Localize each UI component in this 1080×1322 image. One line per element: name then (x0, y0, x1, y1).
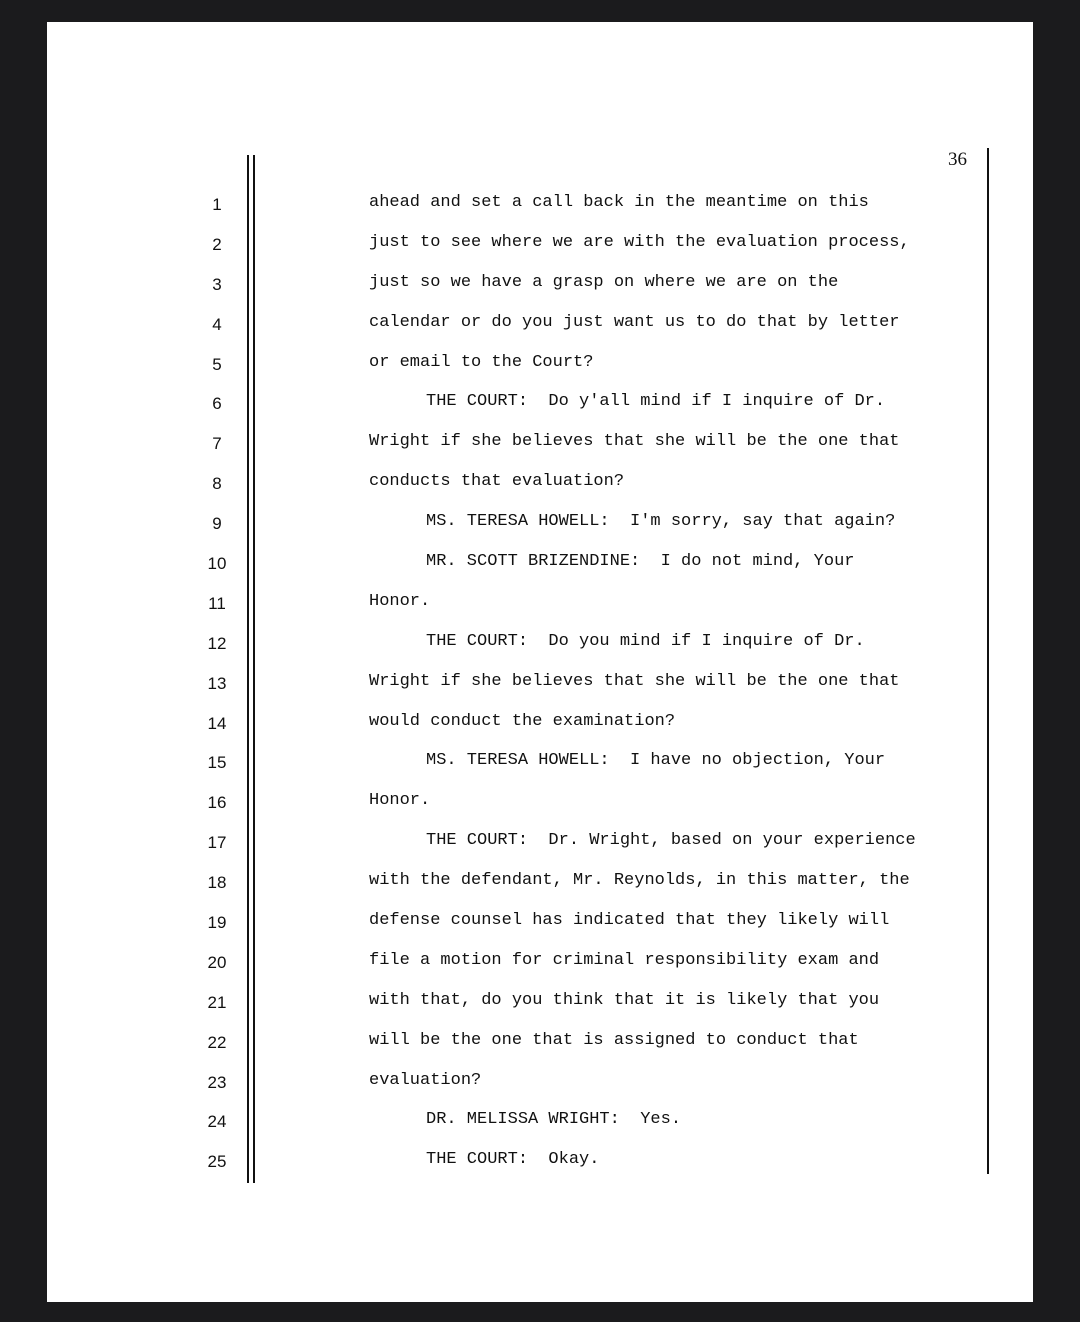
transcript-page (47, 22, 1033, 1302)
line-number-column (197, 192, 237, 1189)
line-number: 24 (207, 1112, 227, 1132)
line-number: 19 (207, 913, 227, 933)
line-number: 22 (207, 1032, 227, 1052)
transcript-line: defense counsel has indicated that they likely will (369, 911, 890, 931)
line-number: 25 (207, 1152, 227, 1172)
transcript-line: just to see where we are with the evaluation process, (369, 232, 910, 252)
line-number: 13 (207, 673, 227, 693)
transcript-line: will be the one that is assigned to conduct that (369, 1030, 859, 1050)
line-number: 1 (212, 195, 222, 214)
line-number: 7 (212, 434, 222, 454)
left-margin-rule-inner (253, 155, 255, 1183)
transcript-line: MS. TERESA HOWELL: I have no objection, Your (426, 751, 886, 771)
line-number: 3 (212, 274, 222, 294)
transcript-line: THE COURT: Okay. (426, 1150, 600, 1170)
transcript-line: conducts that evaluation? (369, 472, 625, 492)
transcript-line: Wright if she believes that she will be the one that (369, 432, 900, 452)
line-number: 15 (207, 753, 227, 773)
right-margin-rule (987, 148, 989, 1174)
page-number: 36 (948, 149, 967, 170)
line-number: 20 (207, 952, 227, 972)
transcript-line: DR. MELISSA WRIGHT: Yes. (426, 1110, 682, 1130)
line-number: 9 (212, 514, 222, 534)
transcript-line: MR. SCOTT BRIZENDINE: I do not mind, Your (426, 552, 855, 572)
transcript-line: file a motion for criminal responsibility exam and (369, 950, 880, 970)
transcript-body (369, 190, 979, 1187)
transcript-line: evaluation? (369, 1070, 482, 1090)
transcript-line: THE COURT: Do y'all mind if I inquire of Dr. (426, 392, 886, 412)
transcript-line: MS. TERESA HOWELL: I'm sorry, say that again? (426, 512, 896, 532)
line-number: 21 (207, 992, 227, 1012)
line-number: 2 (212, 234, 222, 254)
line-number: 5 (212, 354, 222, 374)
line-number: 12 (207, 633, 227, 653)
transcript-line: Honor. (369, 591, 431, 611)
line-number: 10 (207, 554, 227, 574)
transcript-line: Wright if she believes that she will be the one that (369, 671, 900, 691)
line-number: 18 (207, 873, 227, 893)
line-number: 17 (207, 833, 227, 853)
line-number: 6 (212, 394, 222, 414)
transcript-line: THE COURT: Dr. Wright, based on your experience (426, 831, 916, 851)
line-number: 14 (207, 713, 227, 733)
transcript-line: Honor. (369, 791, 431, 811)
line-number: 11 (208, 593, 226, 613)
left-margin-rule (247, 155, 249, 1183)
line-number: 4 (212, 314, 222, 334)
line-number: 23 (207, 1072, 227, 1092)
transcript-line: or email to the Court? (369, 352, 594, 372)
transcript-line: just so we have a grasp on where we are on the (369, 272, 839, 292)
line-number: 8 (212, 474, 222, 494)
transcript-line: with that, do you think that it is likely that you (369, 990, 880, 1010)
transcript-line: calendar or do you just want us to do that by letter (369, 312, 900, 332)
line-number: 16 (207, 793, 227, 813)
transcript-line: would conduct the examination? (369, 711, 676, 731)
transcript-line: with the defendant, Mr. Reynolds, in this matter, the (369, 871, 910, 891)
transcript-line: THE COURT: Do you mind if I inquire of Dr. (426, 631, 865, 651)
transcript-line: ahead and set a call back in the meantime on this (369, 193, 869, 212)
